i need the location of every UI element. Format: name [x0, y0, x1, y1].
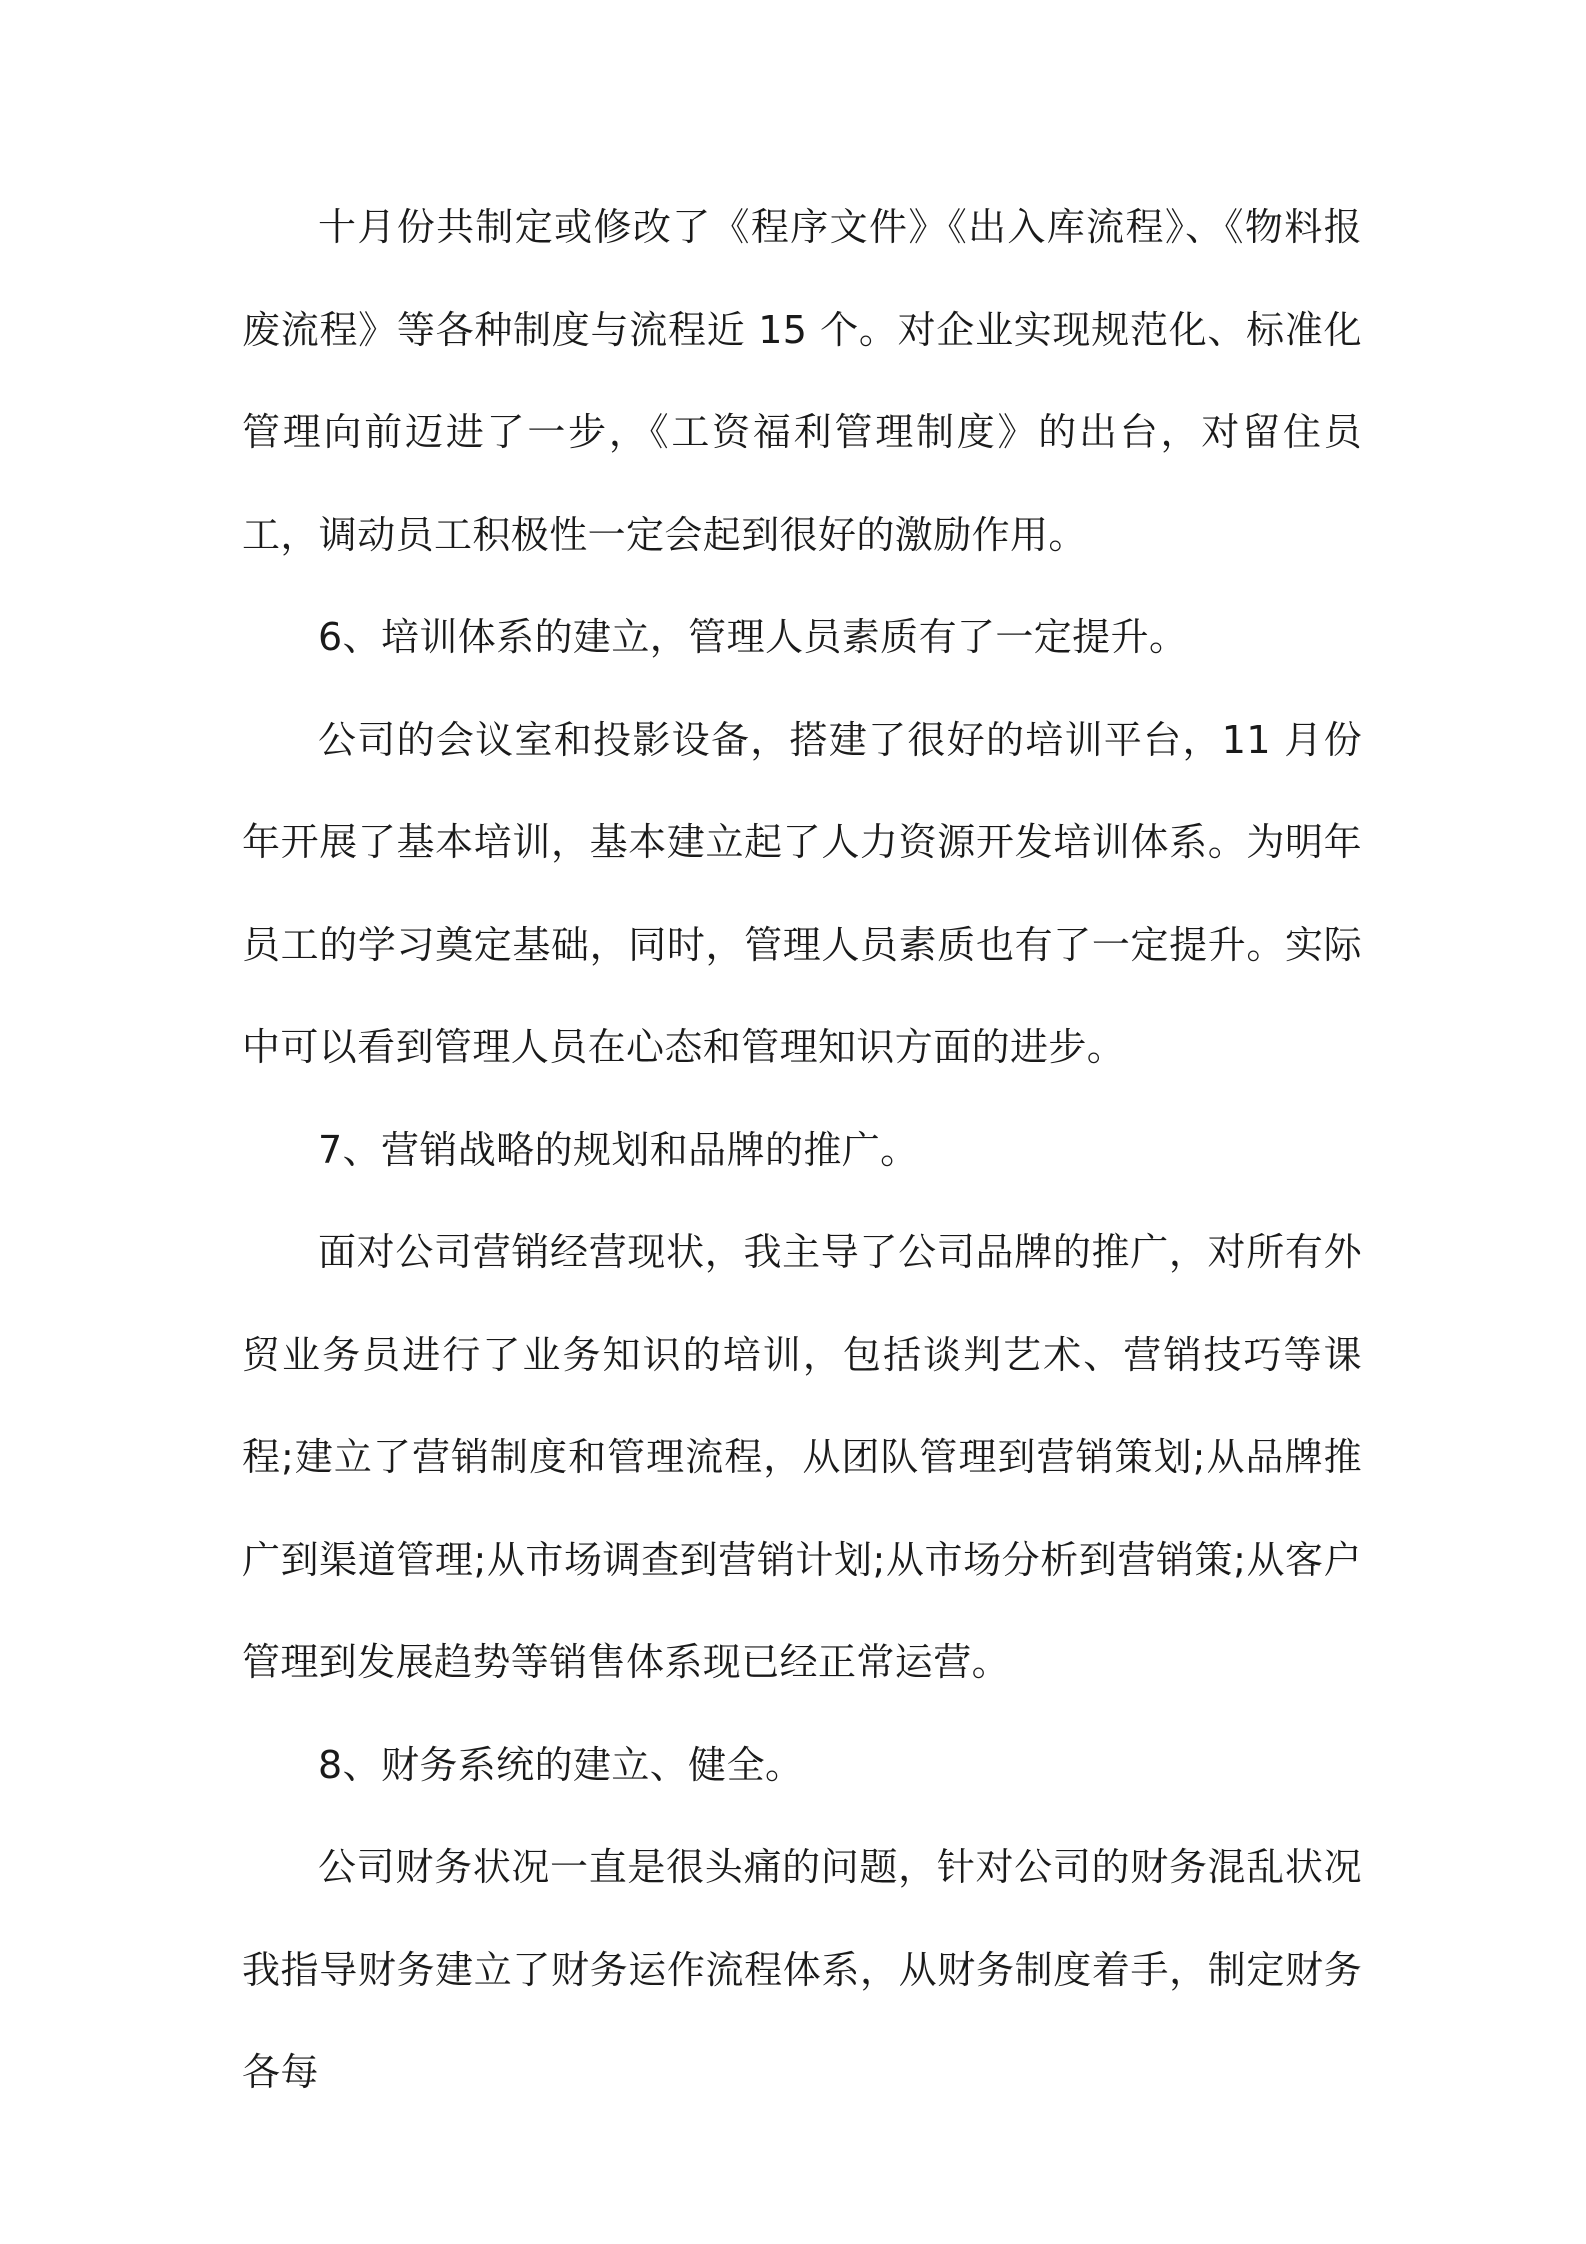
- heading-marketing-strategy: 7、营销战略的规划和品牌的推广。: [318, 1127, 919, 1172]
- paragraph-training: 公司的会议室和投影设备，搭建了很好的培训平台，11 月份年开展了基本培训，基本建立起了人力资源开发培训体系。为明年员工的学习奠定基础，同时，管理人员素质也有了一定提升。实际中可以看到管理人员在心态和管理知识方面的进步。: [242, 717, 1362, 1069]
- paragraph-marketing: 面对公司营销经营现状，我主导了公司品牌的推广，对所有外贸业务员进行了业务知识的培训，包括谈判艺术、营销技巧等课程;建立了营销制度和管理流程，从团队管理到营销策划;从品牌推广到渠道管理;从市场调查到营销计划;从市场分析到营销策;从客户管理到发展趋势等销售体系现已经正常运营。: [242, 1230, 1362, 1684]
- heading-training-system: 6、培训体系的建立，管理人员素质有了一定提升。: [318, 615, 1188, 659]
- heading-finance-system: 8、财务系统的建立、健全。: [318, 1742, 804, 1787]
- paragraph-finance: 公司财务状况一直是很头痛的问题，针对公司的财务混乱状况我指导财务建立了财务运作流程体系，从财务制度着手，制定财务各每: [242, 1845, 1362, 2094]
- paragraph-procedures: 十月份共制定或修改了《程序文件》《出入库流程》、《物料报废流程》等各种制度与流程近 15 个。对企业实现规范化、标准化管理向前迈进了一步，《工资福利管理制度》的出台，对留住员工，调动员工积极性一定会起到很好的激励作用。: [242, 205, 1362, 557]
- document-body: [242, 176, 1362, 2124]
